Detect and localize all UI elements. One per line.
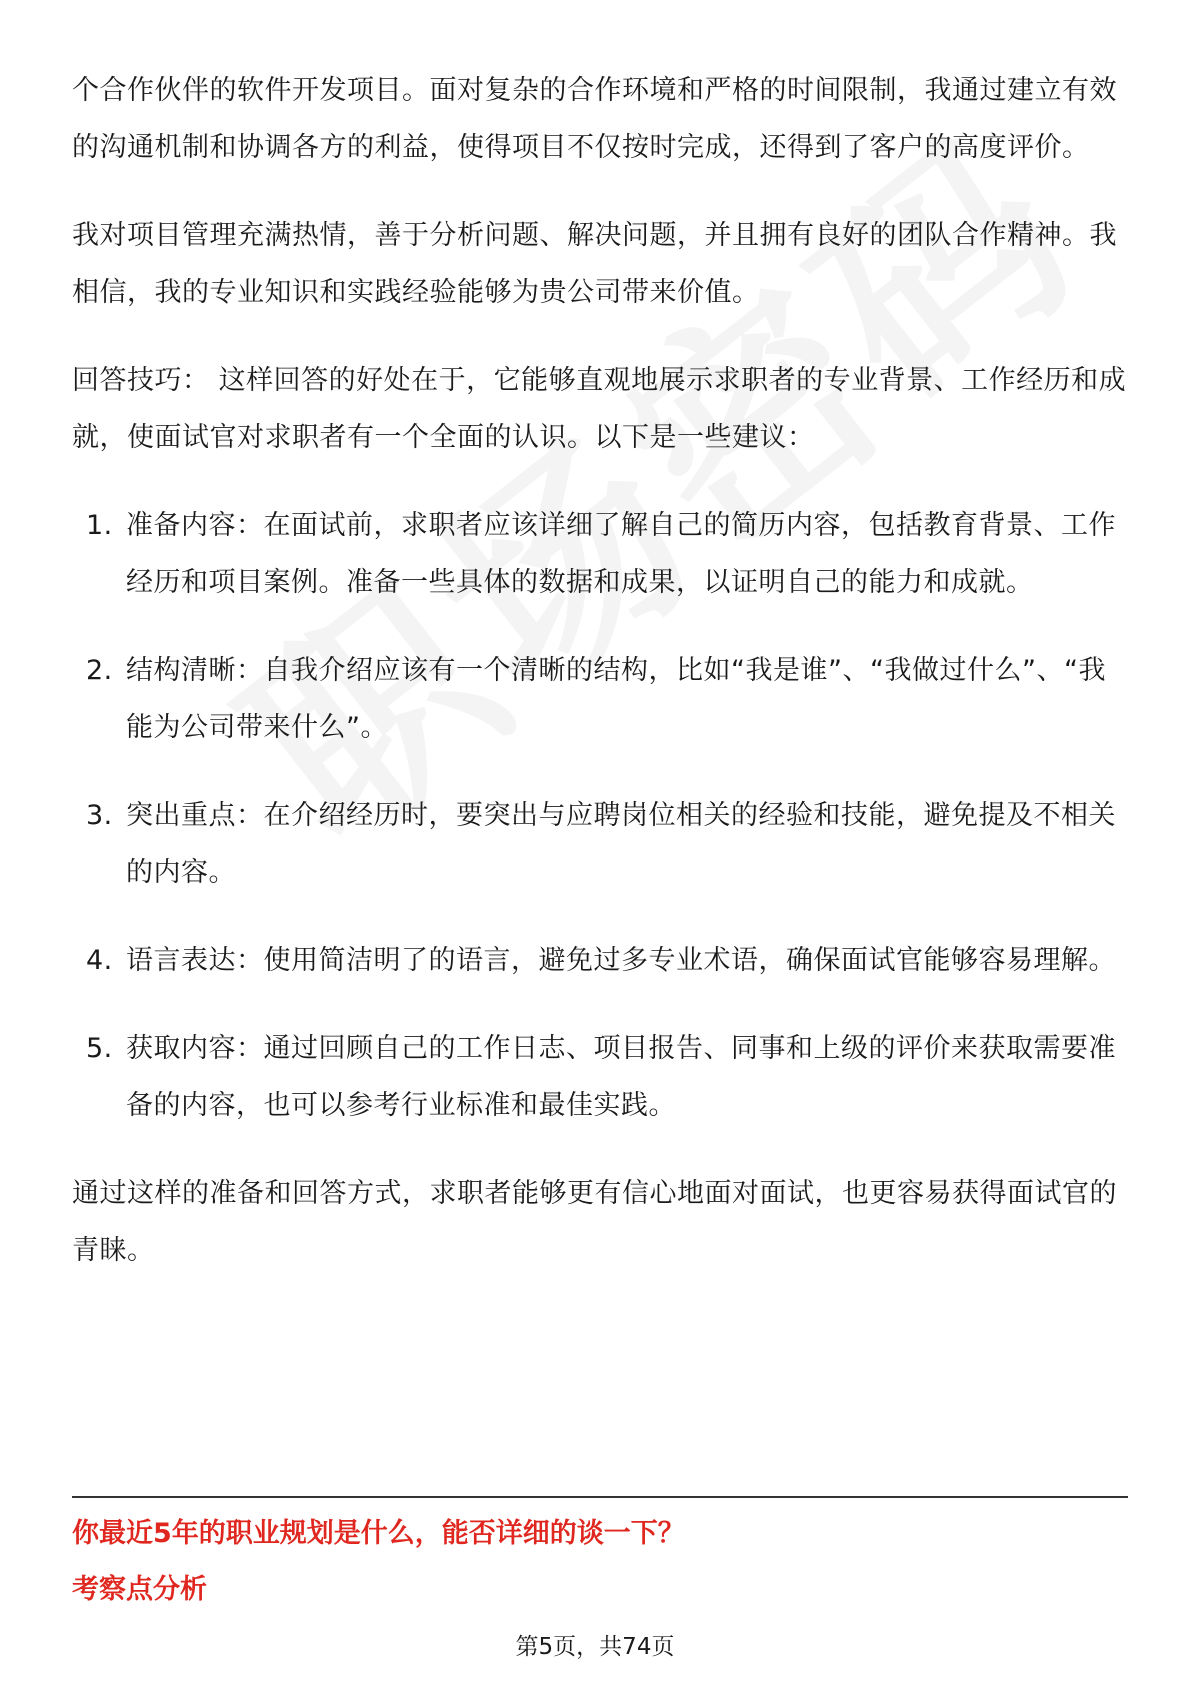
list-number: 2. xyxy=(86,655,113,686)
list-text: 突出重点：在介绍经历时，要突出与应聘岗位相关的经验和技能，避免提及不相关的内容。 xyxy=(126,800,1116,888)
list-item xyxy=(72,642,1128,756)
list-text: 结构清晰：自我介绍应该有一个清晰的结构，比如“我是谁”、“我做过什么”、“我能为公司带来什么”。 xyxy=(126,655,1106,743)
section-divider xyxy=(72,1496,1128,1498)
list-item xyxy=(72,497,1128,611)
list-text: 获取内容：通过回顾自己的工作日志、项目报告、同事和上级的评价来获取需要准备的内容，也可以参考行业标准和最佳实践。 xyxy=(126,1033,1116,1121)
list-text: 语言表达：使用简洁明了的语言，避免过多专业术语，确保面试官能够容易理解。 xyxy=(126,945,1116,976)
list-item xyxy=(72,787,1128,901)
list-number: 5. xyxy=(86,1033,113,1064)
list-number: 4. xyxy=(86,945,113,976)
document-body xyxy=(72,62,1128,1310)
list-text: 准备内容：在面试前，求职者应该详细了解自己的简历内容，包括教育背景、工作经历和项目案例。准备一些具体的数据和成果，以证明自己的能力和成就。 xyxy=(126,510,1116,598)
list-item xyxy=(72,1020,1128,1134)
paragraph-continuation: 个合作伙伴的软件开发项目。面对复杂的合作环境和严格的时间限制，我通过建立有效的沟通机制和协调各方的利益，使得项目不仅按时完成，还得到了客户的高度评价。 xyxy=(72,75,1117,163)
paragraph-answer-tips: 回答技巧： 这样回答的好处在于，它能够直观地展示求职者的专业背景、工作经历和成就，使面试官对求职者有一个全面的认识。以下是一些建议： xyxy=(72,365,1127,453)
list-number: 3. xyxy=(86,800,113,831)
analysis-subheading: 考察点分析 xyxy=(72,1574,207,1605)
paragraph-passion: 我对项目管理充满热情，善于分析问题、解决问题，并且拥有良好的团队合作精神。我相信，我的专业知识和实践经验能够为贵公司带来价值。 xyxy=(72,220,1117,308)
list-item xyxy=(72,932,1128,989)
tips-list xyxy=(72,497,1128,1134)
question-heading: 你最近5年的职业规划是什么，能否详细的谈一下？ xyxy=(72,1518,685,1549)
page-footer: 第5页，共74页 xyxy=(515,1634,675,1660)
list-number: 1. xyxy=(86,510,113,541)
paragraph-closing: 通过这样的准备和回答方式，求职者能够更有信心地面对面试，也更容易获得面试官的青睐。 xyxy=(72,1178,1117,1266)
